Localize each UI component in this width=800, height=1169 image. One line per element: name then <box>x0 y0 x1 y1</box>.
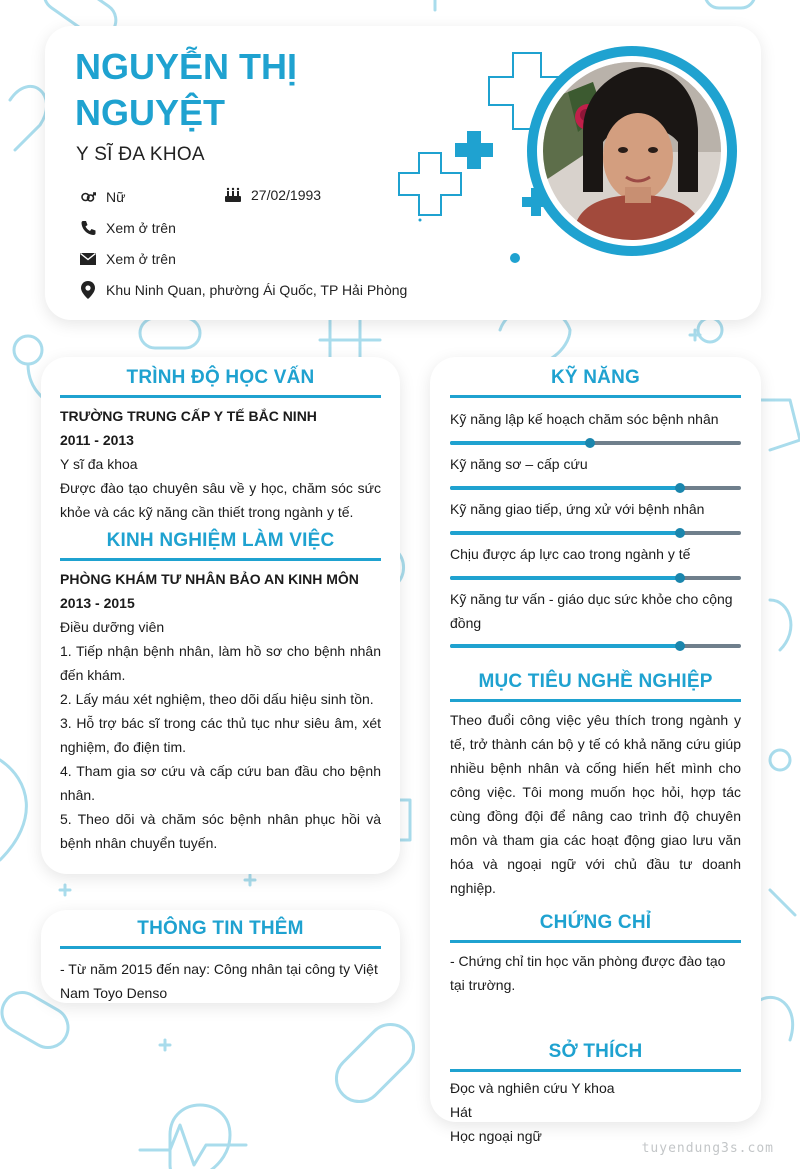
experience-duty: 1. Tiếp nhận bệnh nhân, làm hồ sơ cho bệnh nhân đến khám. <box>60 643 381 683</box>
email-icon <box>79 250 97 268</box>
objective-text: Theo đuổi công việc yêu thích trong ngành y tế, trở thành cán bộ y tế có khả năng cứu giúp nhiều bệnh nhân và cống hiến hết mình cho công việc. Tôi mong muốn học hỏi, hợp tác cùng đồng đội để nâng cao trình độ chuyên môn và tham gia các hoạt động giao lưu văn hóa và ngoại ngữ với chủ đầu tư doanh nghiệp. <box>450 712 741 896</box>
skill-name: Kỹ năng tư vấn - giáo dục sức khỏe cho cộng đồng <box>450 591 733 631</box>
education-major: Y sĩ đa khoa <box>60 456 138 472</box>
email-value: Xem ở trên <box>106 251 176 267</box>
hobby-item: Đọc và nghiên cứu Y khoa <box>450 1080 615 1096</box>
experience-period: 2013 - 2015 <box>60 595 135 611</box>
skill-item <box>450 448 741 493</box>
address-value: Khu Ninh Quan, phường Ái Quốc, TP Hải Phòng <box>106 282 408 298</box>
experience-position: Điều dưỡng viên <box>60 619 165 635</box>
gender-row <box>79 188 125 206</box>
skills-list <box>450 398 741 651</box>
skill-name: Kỹ năng giao tiếp, ứng xử với bệnh nhân <box>450 501 705 517</box>
gender-value: Nữ <box>106 189 126 205</box>
header-card <box>45 26 761 320</box>
extra-info-card <box>41 910 400 1003</box>
left-column-card <box>41 357 400 874</box>
skill-bar <box>450 441 741 445</box>
education-title: TRÌNH ĐỘ HỌC VẤN <box>60 367 381 398</box>
extra-text: - Từ năm 2015 đến nay: Công nhân tại công ty Việt Nam Toyo Denso <box>60 961 378 1001</box>
phone-icon <box>79 219 97 237</box>
skill-name: Kỹ năng sơ – cấp cứu <box>450 456 588 472</box>
phone-value: Xem ở trên <box>106 220 176 236</box>
skill-item <box>450 493 741 538</box>
skill-bar <box>450 486 741 490</box>
experience-title: KINH NGHIỆM LÀM VIỆC <box>60 530 381 561</box>
skills-title: KỸ NĂNG <box>450 367 741 398</box>
experience-duty: 5. Theo dõi và chăm sóc bệnh nhân phục hồi và bệnh nhân chuyển tuyến. <box>60 811 381 851</box>
education-school: TRƯỜNG TRUNG CẤP Y TẾ BẮC NINH <box>60 408 317 424</box>
birthday-row <box>224 186 321 204</box>
cake-icon <box>224 186 242 204</box>
hobby-item: Hát <box>450 1104 472 1120</box>
experience-duty: 2. Lấy máu xét nghiệm, theo dõi dấu hiệu sinh tồn. <box>60 691 374 707</box>
location-pin-icon <box>79 281 97 299</box>
skill-bar <box>450 576 741 580</box>
birthday-value: 27/02/1993 <box>251 187 322 203</box>
right-column-card <box>430 357 761 1144</box>
skill-name: Kỹ năng lập kế hoạch chăm sóc bệnh nhân <box>450 411 719 427</box>
experience-duty: 4. Tham gia sơ cứu và cấp cứu ban đầu cho bệnh nhân. <box>60 763 381 803</box>
candidate-name: NGUYỄN THỊ NGUYỆT <box>75 46 298 133</box>
certificates-title: CHỨNG CHỈ <box>450 912 741 943</box>
email-row <box>79 250 176 268</box>
certificates-text: - Chứng chỉ tin học văn phòng được đào tạo tại trường. <box>450 953 726 993</box>
skill-bar <box>450 531 741 535</box>
experience-duty: 3. Hỗ trợ bác sĩ trong các thủ tục như siêu âm, xét nghiệm, đo điện tim. <box>60 715 381 755</box>
skill-item <box>450 538 741 583</box>
hobbies-title: SỞ THÍCH <box>450 1041 741 1072</box>
phone-row <box>79 219 176 237</box>
gender-icon <box>79 188 97 206</box>
avatar <box>527 46 737 256</box>
skill-bar <box>450 644 741 648</box>
education-period: 2011 - 2013 <box>60 432 134 448</box>
experience-company: PHÒNG KHÁM TƯ NHÂN BẢO AN KINH MÔN <box>60 571 359 587</box>
education-description: Được đào tạo chuyên sâu về y học, chăm sóc sức khỏe và các kỹ năng cần thiết trong ngành y tế. <box>60 480 381 520</box>
address-row <box>79 281 407 299</box>
watermark: tuyendung3s.com <box>641 1141 774 1156</box>
job-title: Y SĨ ĐA KHOA <box>76 144 205 165</box>
profile-photo <box>543 62 721 240</box>
hobby-item: Học ngoại ngữ <box>450 1128 542 1144</box>
extra-title: THÔNG TIN THÊM <box>60 918 381 949</box>
objective-title: MỤC TIÊU NGHỀ NGHIỆP <box>450 671 741 702</box>
skill-item <box>450 583 741 651</box>
skill-name: Chịu được áp lực cao trong ngành y tế <box>450 546 691 562</box>
skill-item <box>450 403 741 448</box>
